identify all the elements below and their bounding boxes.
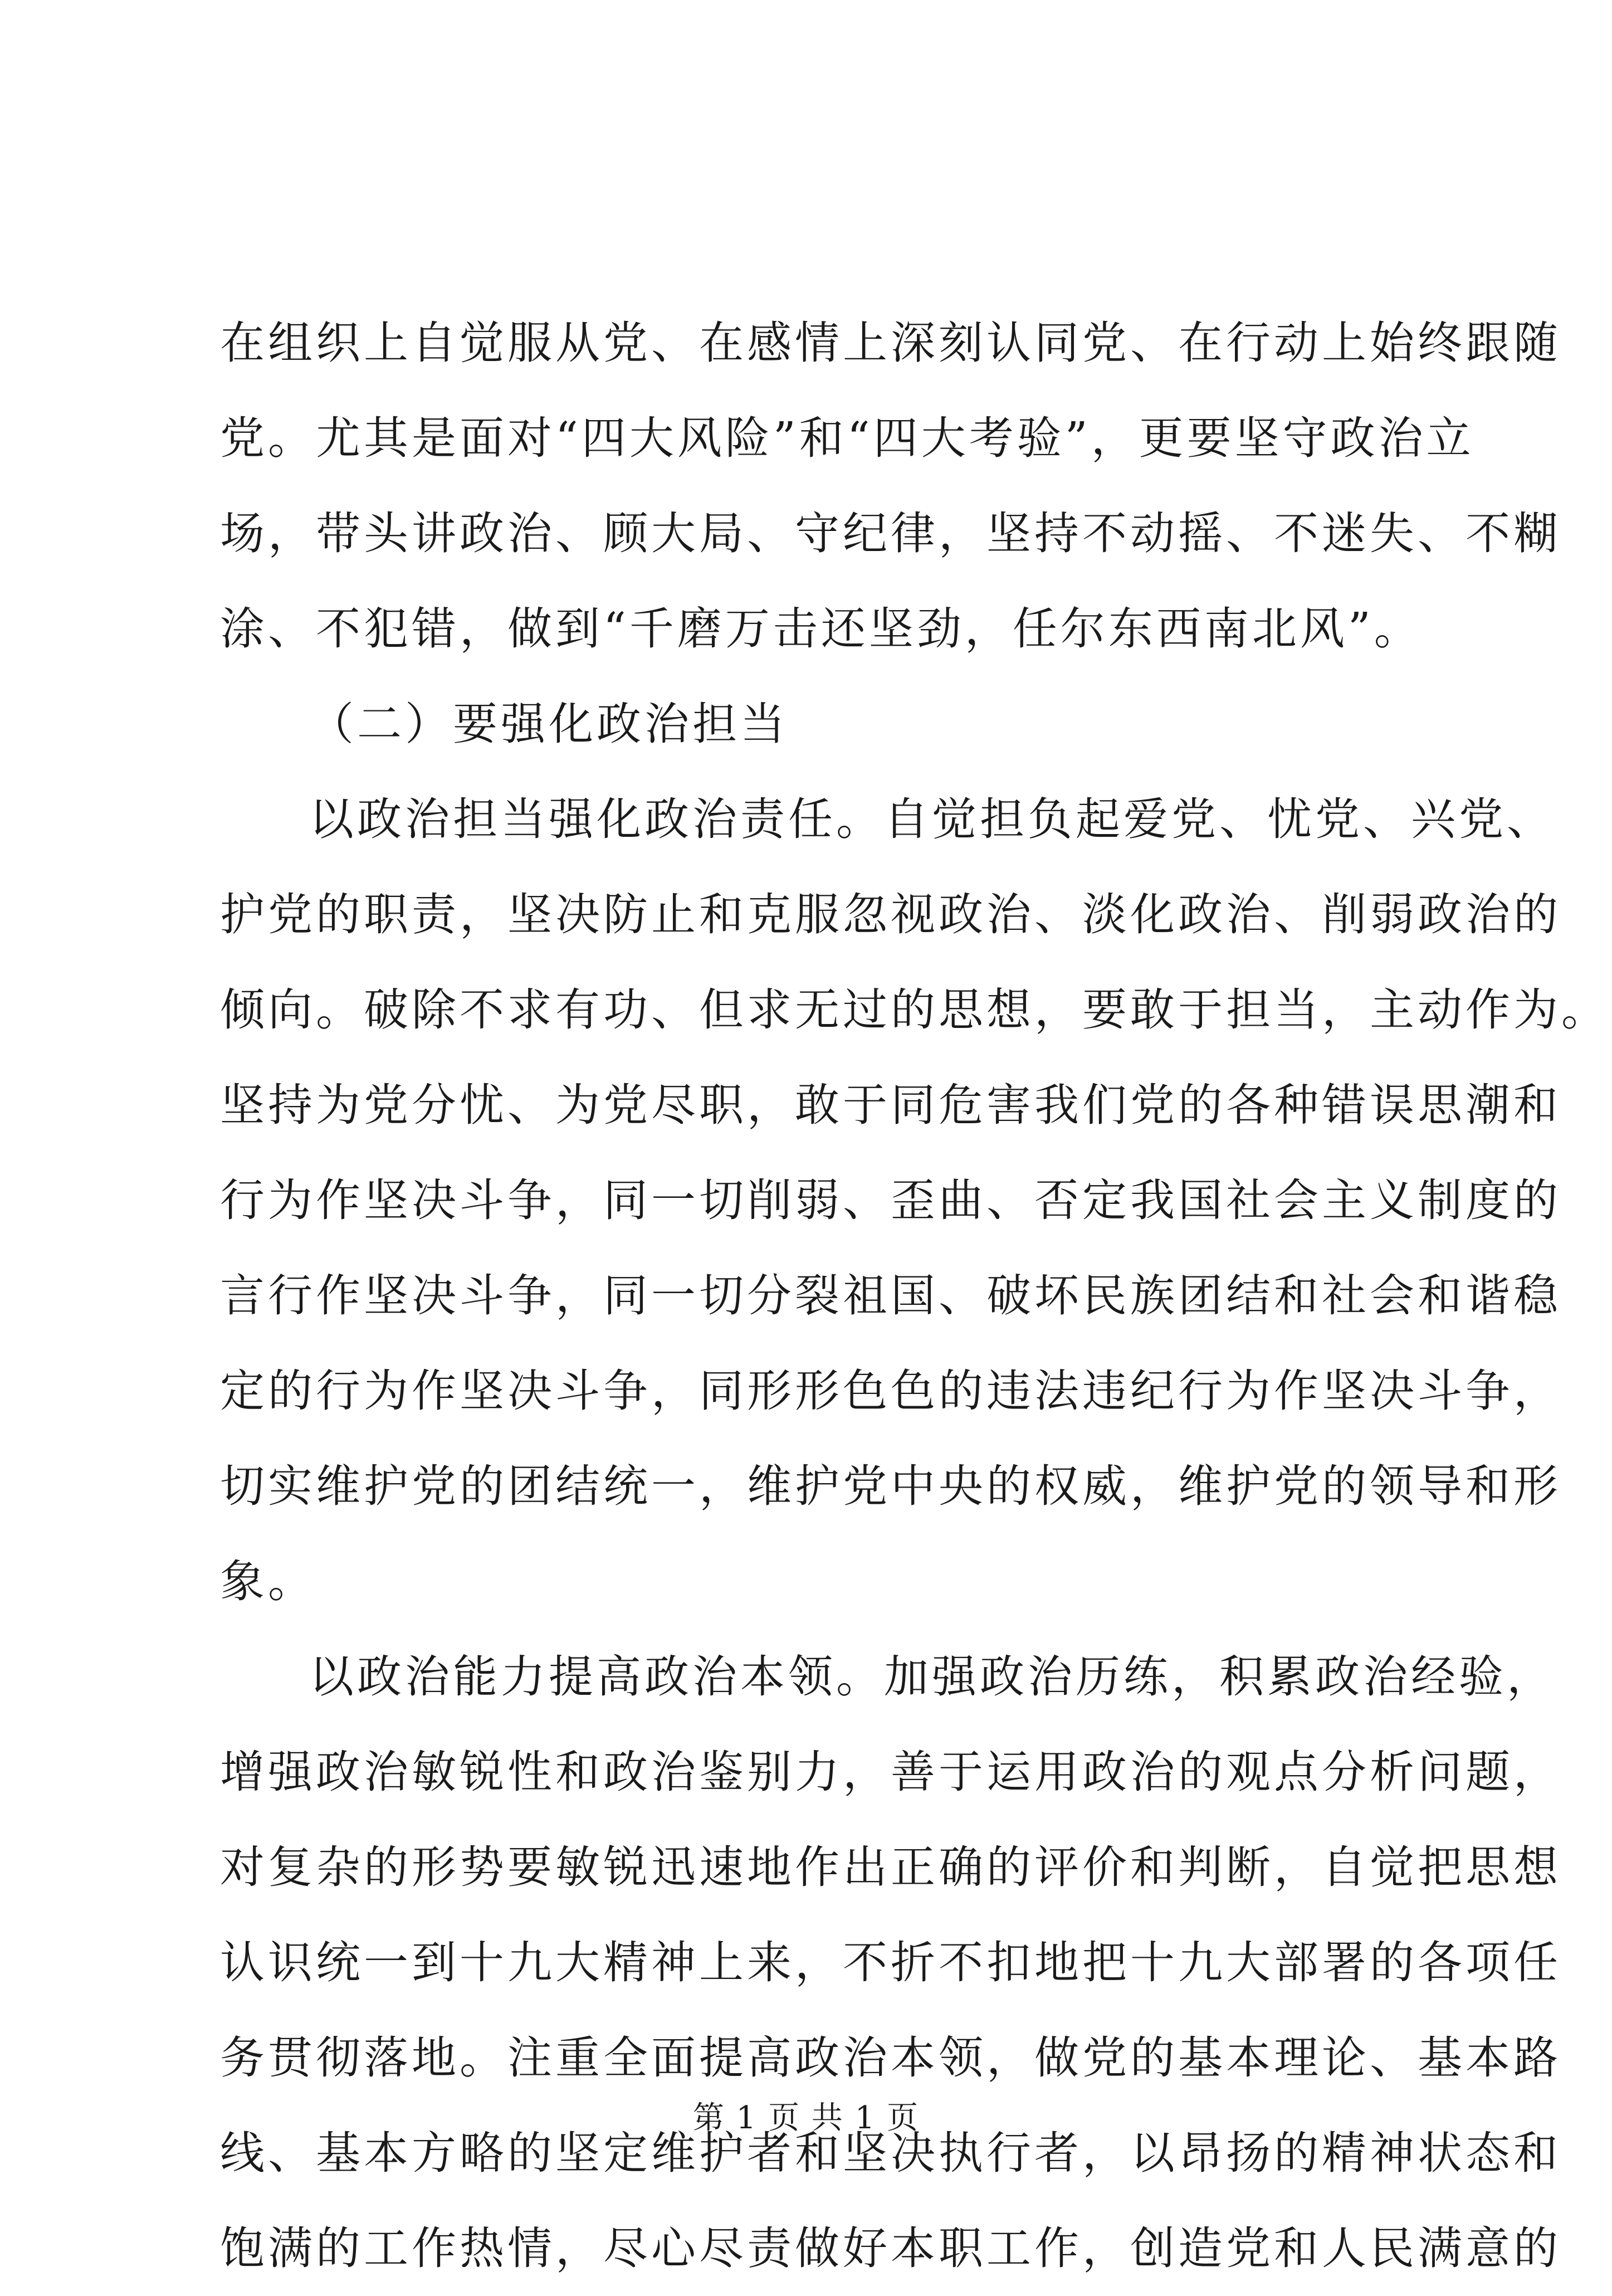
paragraph-first-line: 以政治能力提高政治本领。加强政治历练，积累政治经验， xyxy=(309,1651,1555,1703)
page-number-footer: 第 1 页 共 1 页 xyxy=(692,2100,920,2136)
text-line: 言行作坚决斗争，同一切分裂祖国、破坏民族团结和社会和谐稳 xyxy=(220,1270,1561,1322)
text-line: 认识统一到十九大精神上来，不折不扣地把十九大部署的各项任 xyxy=(220,1937,1561,1988)
text-line: 涂、不犯错，做到“千磨万击还坚劲，任尔东西南北风”。 xyxy=(220,603,1422,655)
document-body xyxy=(220,295,1609,2296)
text-line: 定的行为作坚决斗争，同形形色色的违法违纪行为作坚决斗争， xyxy=(220,1365,1561,1417)
text-line: 增强政治敏锐性和政治鉴别力，善于运用政治的观点分析问题， xyxy=(220,1746,1561,1798)
paragraph-first-line: 以政治担当强化政治责任。自觉担负起爱党、忧党、兴党、 xyxy=(309,793,1555,845)
text-line: 象。 xyxy=(220,1556,316,1607)
text-line: 饱满的工作热情，尽心尽责做好本职工作，创造党和人民满意的 xyxy=(220,2222,1561,2274)
text-line: 线、基本方略的坚定维护者和坚决执行者，以昂扬的精神状态和 xyxy=(220,2127,1561,2179)
text-line: 场，带头讲政治、顾大局、守纪律，坚持不动摇、不迷失、不糊 xyxy=(220,508,1561,559)
text-line: 对复杂的形势要敏锐迅速地作出正确的评价和判断，自觉把思想 xyxy=(220,1841,1561,1893)
section-heading: （二）要强化政治担当 xyxy=(309,698,788,750)
text-line: 切实维护党的团结统一，维护党中央的权威，维护党的领导和形 xyxy=(220,1460,1561,1512)
text-line: 党。尤其是面对“四大风险”和“四大考验”，更要坚守政治立 xyxy=(220,412,1474,464)
text-line: 务贯彻落地。注重全面提高政治本领，做党的基本理论、基本路 xyxy=(220,2032,1561,2084)
text-line: 倾向。破除不求有功、但求无过的思想，要敢于担当，主动作为。 xyxy=(220,984,1609,1036)
text-line: 坚持为党分忧、为党尽职，敢于同危害我们党的各种错误思潮和 xyxy=(220,1079,1561,1131)
text-line: 行为作坚决斗争，同一切削弱、歪曲、否定我国社会主义制度的 xyxy=(220,1174,1561,1226)
text-line: 护党的职责，坚决防止和克服忽视政治、淡化政治、削弱政治的 xyxy=(220,889,1561,940)
text-line: 在组织上自觉服从党、在感情上深刻认同党、在行动上始终跟随 xyxy=(220,317,1561,369)
